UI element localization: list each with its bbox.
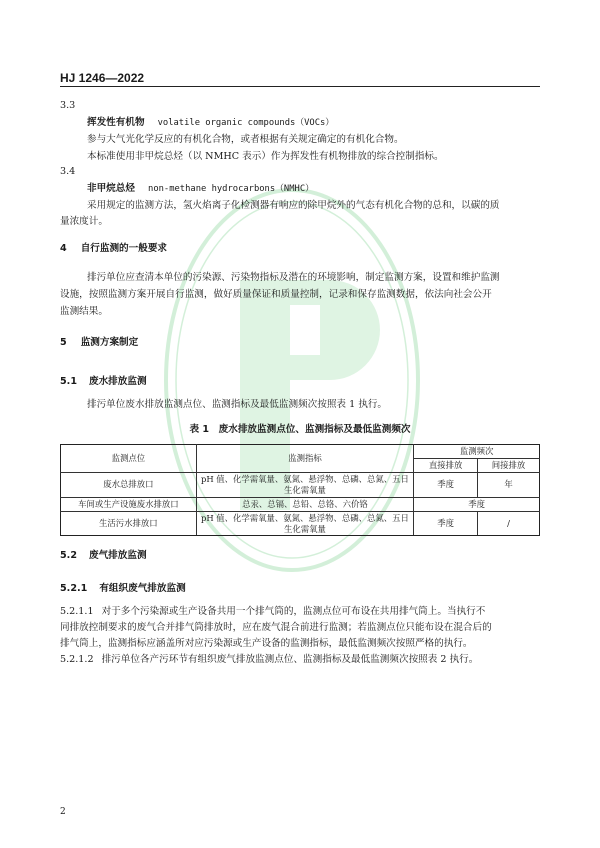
cell-index: 总汞、总镉、总铅、总铬、六价铬: [196, 497, 414, 511]
para-5-2-1-2-line1: [60, 654, 478, 667]
section-4-line3: 监测结果。: [60, 306, 108, 317]
section-5-1-heading: [60, 376, 147, 389]
section-4-line2: 设施，按照监测方案开展自行监测，做好质量保证和质量控制，记录和保存监测数据，依法向社会公开: [60, 289, 492, 300]
cell-index-line2: 生化需氧量: [284, 484, 326, 495]
header-direct: 直接排放: [414, 458, 478, 472]
header-rule: [60, 86, 540, 87]
term-en: volatile organic compounds（VOCs）: [157, 118, 335, 128]
cell-indirect: /: [478, 511, 540, 536]
para-text: 排污单位各产污环节有组织废气排放监测点位、监测指标及最低监测频次按照表 2 执行。: [101, 654, 479, 665]
para-5-2-1-1-line1: [60, 606, 485, 619]
clause-3-3-term: [87, 117, 334, 130]
table-1-caption: 表 1 废水排放监测点位、监测指标及最低监测频次: [189, 424, 411, 435]
para-number: 5.2.1.1: [60, 606, 94, 617]
clause-3-3-number: 3.3: [60, 100, 76, 111]
header-frequency: 监测频次: [414, 445, 540, 459]
term-zh: 非甲烷总烃: [87, 183, 135, 194]
term-zh: 挥发性有机物: [87, 117, 145, 128]
clause-3-4-def-line1: 采用规定的监测方法，氢火焰离子化检测器有响应的除甲烷外的气态有机化合物的总和，以碳的质: [87, 200, 500, 211]
clause-3-4-number: 3.4: [60, 166, 76, 177]
section-number: 5.2.1: [60, 583, 88, 594]
section-number: 5.1: [60, 376, 77, 387]
table-1: [60, 444, 540, 536]
cell-index: [196, 472, 414, 497]
cell-indirect: 年: [478, 472, 540, 497]
clause-3-3-def1: 参与大气光化学反应的有机化合物，或者根据有关规定确定的有机化合物。: [87, 134, 404, 145]
section-5-1-text: 排污单位废水排放监测点位、监测指标及最低监测频次按照表 1 执行。: [87, 399, 388, 410]
section-number: 5.2: [60, 550, 77, 561]
section-5-2-heading: [60, 550, 147, 563]
section-title: 自行监测的一般要求: [80, 243, 168, 254]
table-row: [61, 511, 540, 536]
section-title: 废水排放监测: [89, 376, 147, 387]
section-4-line1: 排污单位应查清本单位的污染源、污染物指标及潜在的环境影响，制定监测方案，设置和维护监测: [87, 272, 500, 283]
section-title: 监测方案制定: [80, 337, 139, 348]
cell-point: 车间或生产设施废水排放口: [61, 497, 197, 511]
cell-index-line1: pH 值、化学需氧量、氨氮、悬浮物、总磷、总氮、五日: [200, 512, 409, 523]
clause-3-3-def2: 本标准使用非甲烷总烃（以 NMHC 表示）作为挥发性有机物排放的综合控制指标。: [87, 151, 444, 162]
section-number: 4: [60, 243, 67, 254]
cell-direct: 季度: [414, 472, 478, 497]
para-5-2-1-1-line3: 排气筒上，监测指标应涵盖所对应污染源或生产设备的监测指标，最低监测频次按照严格的执行。: [60, 638, 473, 649]
header-point: 监测点位: [61, 445, 197, 473]
section-5-heading: [60, 337, 138, 350]
header-indirect: 间接排放: [478, 458, 540, 472]
cell-direct: 季度: [414, 511, 478, 536]
section-title: 废气排放监测: [89, 550, 147, 561]
clause-3-4-term: [87, 183, 314, 196]
section-title: 有组织废气排放监测: [99, 583, 186, 594]
table-row: [61, 472, 540, 497]
cell-point: 生活污水排放口: [61, 511, 197, 536]
section-5-2-1-heading: [60, 583, 186, 596]
header-index: 监测指标: [196, 445, 414, 473]
para-5-2-1-1-line2: 同排放控制要求的废气合并排气筒排放时，应在废气混合前进行监测；若监测点位只能布设在混合后的: [60, 622, 492, 633]
para-text: 对于多个污染源或生产设备共用一个排气筒的，监测点位可布设在共用排气筒上。当执行不: [101, 606, 486, 617]
table-row: [61, 497, 540, 511]
cell-index-line1: pH 值、化学需氧量、氨氮、悬浮物、总磷、总氮、五日: [200, 473, 409, 484]
term-en: non-methane hydrocarbons（NMHC）: [148, 184, 314, 194]
para-number: 5.2.1.2: [60, 654, 94, 665]
section-4-heading: [60, 243, 167, 256]
clause-3-4-def-line2: 量浓度计。: [60, 216, 108, 227]
standard-number: HJ 1246—2022: [60, 71, 145, 85]
cell-frequency: 季度: [414, 497, 540, 511]
page-number: 2: [60, 807, 66, 817]
cell-index-line2: 生化需氧量: [284, 523, 326, 534]
cell-point: 废水总排放口: [61, 472, 197, 497]
section-number: 5: [60, 337, 67, 348]
cell-index: [196, 511, 414, 536]
